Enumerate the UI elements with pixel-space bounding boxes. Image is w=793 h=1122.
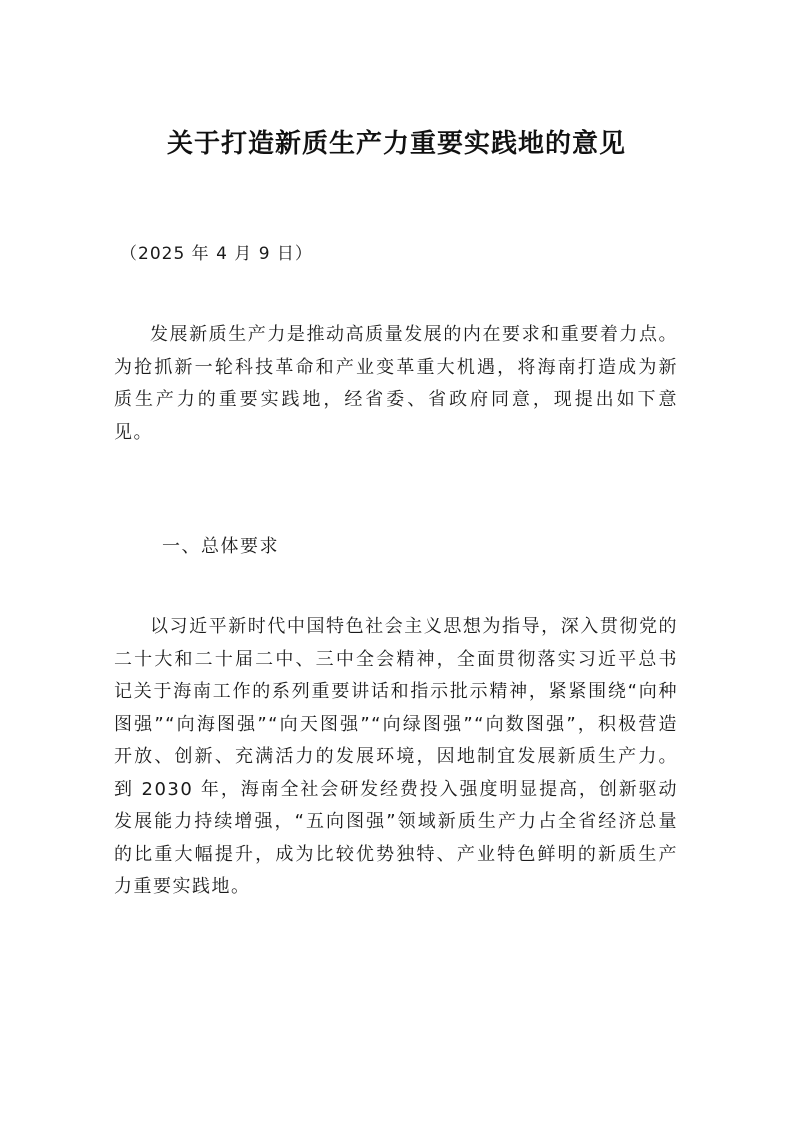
section-paragraph: 以习近平新时代中国特色社会主义思想为指导，深入贯彻党的二十大和二十届二中、三中全会精神，全面贯彻落实习近平总书记关于海南工作的系列重要讲话和指示批示精神，紧紧围绕“向种图强”“向海图强”“向天图强”“向绿图强”“向数图强”，积极营造开放、创新、充满活力的发展环境，因地制宜发展新质生产力。到 2030 年，海南全社会研发经费投入强度明显提高，创新驱动发展能力持续增强，“五向图强”领域新质生产力占全省经济总量的比重大幅提升，成为比较优势独特、产业特色鲜明的新质生产力重要实践地。 [114, 616, 678, 897]
document-date: （2025 年 4 月 9 日） [120, 244, 313, 264]
section-heading: 一、总体要求 [162, 536, 279, 557]
intro-paragraph: 发展新质生产力是推动高质量发展的内在要求和重要着力点。为抢抓新一轮科技革命和产业变革重大机遇，将海南打造成为新质生产力的重要实践地，经省委、省政府同意，现提出如下意见。 [114, 324, 678, 443]
document-title: 关于打造新质生产力重要实践地的意见 [166, 129, 626, 159]
